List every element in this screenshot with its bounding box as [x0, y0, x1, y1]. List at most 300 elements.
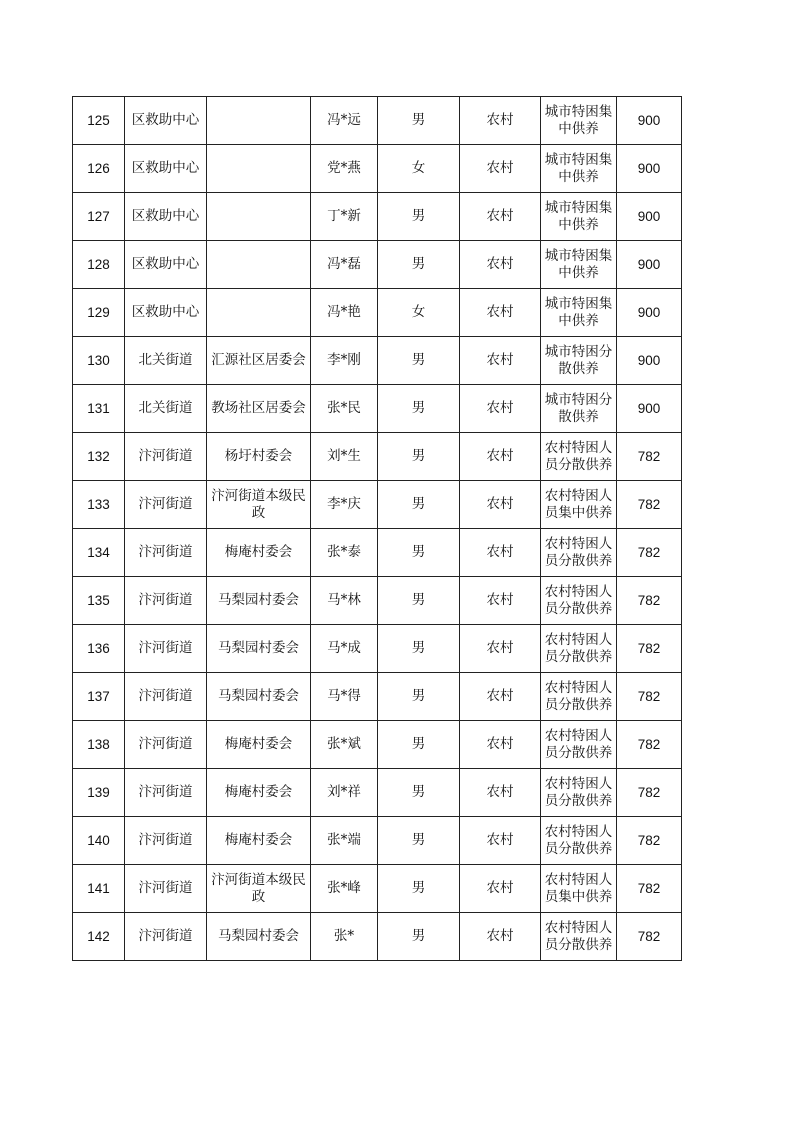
- community-cell: [207, 721, 311, 769]
- street-text: 北关街道: [138, 352, 193, 368]
- household-type-cell: [460, 97, 541, 145]
- gender-text: 男: [411, 928, 426, 944]
- row-number-cell: [73, 529, 125, 577]
- gender-text: 女: [411, 304, 426, 320]
- gender-text: 男: [411, 256, 426, 272]
- table-row: [73, 433, 682, 481]
- support-category-cell: [541, 337, 617, 385]
- gender-cell: [378, 673, 460, 721]
- household-type-text: 农村: [486, 592, 514, 608]
- row-number-text: 139: [87, 785, 110, 800]
- amount-text: 782: [637, 881, 661, 896]
- row-number-text: 130: [87, 353, 110, 368]
- amount-cell: [617, 577, 682, 625]
- community-cell: [207, 433, 311, 481]
- household-type-text: 农村: [486, 544, 514, 560]
- name-cell: [311, 97, 378, 145]
- gender-text: 男: [411, 400, 426, 416]
- row-number-cell: [73, 241, 125, 289]
- street-text: 汴河街道: [138, 928, 193, 944]
- support-category-cell: [541, 913, 617, 961]
- support-category-text: 农村特困人员分散供养: [544, 439, 613, 473]
- support-category-cell: [541, 817, 617, 865]
- row-number-cell: [73, 577, 125, 625]
- support-category-cell: [541, 97, 617, 145]
- community-text: 梅庵村委会: [224, 736, 293, 752]
- street-cell: [125, 337, 207, 385]
- amount-cell: [617, 289, 682, 337]
- community-cell: [207, 673, 311, 721]
- household-type-text: 农村: [486, 448, 514, 464]
- support-category-cell: [541, 625, 617, 673]
- name-cell: [311, 721, 378, 769]
- support-category-cell: [541, 577, 617, 625]
- relief-recipients-table: [72, 96, 682, 961]
- household-type-text: 农村: [486, 496, 514, 512]
- gender-cell: [378, 577, 460, 625]
- support-category-cell: [541, 529, 617, 577]
- support-category-cell: [541, 673, 617, 721]
- household-type-text: 农村: [486, 352, 514, 368]
- name-cell: [311, 481, 378, 529]
- support-category-text: 农村特困人员分散供养: [544, 535, 613, 569]
- row-number-text: 131: [87, 401, 110, 416]
- community-text: 马梨园村委会: [218, 688, 299, 704]
- gender-cell: [378, 337, 460, 385]
- table-row: [73, 769, 682, 817]
- name-text: 丁*新: [327, 208, 361, 224]
- row-number-cell: [73, 625, 125, 673]
- amount-cell: [617, 529, 682, 577]
- table-row: [73, 721, 682, 769]
- name-text: 冯*磊: [327, 256, 361, 272]
- household-type-cell: [460, 481, 541, 529]
- street-cell: [125, 193, 207, 241]
- street-cell: [125, 97, 207, 145]
- table-row: [73, 97, 682, 145]
- row-number-text: 127: [87, 209, 110, 224]
- support-category-text: 城市特困集中供养: [544, 247, 613, 281]
- amount-text: 782: [637, 449, 661, 464]
- community-cell: [207, 145, 311, 193]
- table-row: [73, 577, 682, 625]
- gender-text: 男: [411, 784, 426, 800]
- row-number-cell: [73, 865, 125, 913]
- row-number-cell: [73, 289, 125, 337]
- household-type-cell: [460, 145, 541, 193]
- row-number-cell: [73, 721, 125, 769]
- amount-text: 900: [637, 305, 661, 320]
- street-cell: [125, 913, 207, 961]
- street-cell: [125, 145, 207, 193]
- support-category-text: 农村特困人员集中供养: [544, 871, 613, 905]
- community-text: 梅庵村委会: [224, 832, 293, 848]
- support-category-text: 农村特困人员分散供养: [544, 823, 613, 857]
- row-number-text: 135: [87, 593, 110, 608]
- community-cell: [207, 241, 311, 289]
- household-type-text: 农村: [486, 160, 514, 176]
- name-text: 张*: [333, 928, 355, 944]
- row-number-cell: [73, 193, 125, 241]
- street-text: 区救助中心: [131, 304, 200, 320]
- table-row: [73, 817, 682, 865]
- name-text: 刘*生: [327, 448, 361, 464]
- name-text: 马*成: [327, 640, 361, 656]
- community-cell: [207, 481, 311, 529]
- household-type-cell: [460, 577, 541, 625]
- household-type-cell: [460, 769, 541, 817]
- amount-text: 900: [637, 401, 661, 416]
- gender-cell: [378, 529, 460, 577]
- community-cell: [207, 865, 311, 913]
- gender-cell: [378, 913, 460, 961]
- household-type-cell: [460, 433, 541, 481]
- support-category-cell: [541, 433, 617, 481]
- street-cell: [125, 817, 207, 865]
- amount-cell: [617, 145, 682, 193]
- gender-text: 男: [411, 880, 426, 896]
- household-type-cell: [460, 625, 541, 673]
- support-category-text: 城市特困集中供养: [544, 103, 613, 137]
- support-category-cell: [541, 865, 617, 913]
- row-number-cell: [73, 481, 125, 529]
- name-text: 马*林: [327, 592, 361, 608]
- amount-text: 900: [637, 257, 661, 272]
- amount-text: 782: [637, 641, 661, 656]
- name-cell: [311, 289, 378, 337]
- street-text: 区救助中心: [131, 160, 200, 176]
- name-cell: [311, 529, 378, 577]
- amount-cell: [617, 865, 682, 913]
- support-category-text: 农村特困人员分散供养: [544, 679, 613, 713]
- street-text: 汴河街道: [138, 448, 193, 464]
- gender-text: 男: [411, 352, 426, 368]
- street-cell: [125, 433, 207, 481]
- street-text: 区救助中心: [131, 208, 200, 224]
- support-category-text: 农村特困人员分散供养: [544, 775, 613, 809]
- gender-cell: [378, 241, 460, 289]
- gender-cell: [378, 865, 460, 913]
- community-text: 教场社区居委会: [211, 400, 306, 416]
- row-number-cell: [73, 769, 125, 817]
- community-cell: [207, 577, 311, 625]
- gender-text: 男: [411, 496, 426, 512]
- amount-text: 900: [637, 209, 661, 224]
- row-number-text: 132: [87, 449, 110, 464]
- row-number-text: 125: [87, 113, 110, 128]
- row-number-text: 142: [87, 929, 110, 944]
- street-text: 汴河街道: [138, 880, 193, 896]
- amount-text: 782: [637, 497, 661, 512]
- amount-cell: [617, 481, 682, 529]
- amount-text: 900: [637, 353, 661, 368]
- amount-text: 782: [637, 785, 661, 800]
- amount-cell: [617, 625, 682, 673]
- community-cell: [207, 385, 311, 433]
- household-type-text: 农村: [486, 736, 514, 752]
- support-category-cell: [541, 721, 617, 769]
- amount-text: 782: [637, 593, 661, 608]
- amount-cell: [617, 721, 682, 769]
- table-row: [73, 913, 682, 961]
- household-type-cell: [460, 193, 541, 241]
- support-category-text: 农村特困人员分散供养: [544, 727, 613, 761]
- name-cell: [311, 241, 378, 289]
- table-row: [73, 673, 682, 721]
- support-category-text: 农村特困人员分散供养: [544, 919, 613, 953]
- street-text: 汴河街道: [138, 496, 193, 512]
- gender-cell: [378, 289, 460, 337]
- household-type-text: 农村: [486, 304, 514, 320]
- row-number-cell: [73, 97, 125, 145]
- name-text: 刘*祥: [327, 784, 361, 800]
- gender-cell: [378, 817, 460, 865]
- row-number-cell: [73, 817, 125, 865]
- community-cell: [207, 625, 311, 673]
- amount-cell: [617, 433, 682, 481]
- household-type-text: 农村: [486, 640, 514, 656]
- name-text: 张*斌: [327, 736, 361, 752]
- amount-cell: [617, 817, 682, 865]
- row-number-text: 128: [87, 257, 110, 272]
- household-type-text: 农村: [486, 256, 514, 272]
- street-text: 区救助中心: [131, 256, 200, 272]
- gender-text: 男: [411, 208, 426, 224]
- amount-text: 900: [637, 161, 661, 176]
- name-cell: [311, 577, 378, 625]
- household-type-text: 农村: [486, 928, 514, 944]
- name-cell: [311, 625, 378, 673]
- street-text: 汴河街道: [138, 640, 193, 656]
- gender-cell: [378, 385, 460, 433]
- community-cell: [207, 337, 311, 385]
- amount-cell: [617, 769, 682, 817]
- street-text: 汴河街道: [138, 832, 193, 848]
- gender-cell: [378, 721, 460, 769]
- household-type-cell: [460, 913, 541, 961]
- gender-cell: [378, 481, 460, 529]
- name-text: 张*泰: [327, 544, 361, 560]
- amount-text: 782: [637, 833, 661, 848]
- support-category-cell: [541, 193, 617, 241]
- name-cell: [311, 865, 378, 913]
- row-number-cell: [73, 913, 125, 961]
- gender-text: 男: [411, 448, 426, 464]
- name-text: 冯*艳: [327, 304, 361, 320]
- row-number-text: 129: [87, 305, 110, 320]
- community-cell: [207, 529, 311, 577]
- street-cell: [125, 529, 207, 577]
- community-cell: [207, 913, 311, 961]
- community-text: 汴河街道本级民政: [211, 871, 306, 905]
- street-text: 北关街道: [138, 400, 193, 416]
- gender-cell: [378, 97, 460, 145]
- support-category-text: 城市特困分散供养: [544, 391, 613, 425]
- gender-text: 女: [411, 160, 426, 176]
- household-type-cell: [460, 529, 541, 577]
- street-text: 汴河街道: [138, 592, 193, 608]
- name-cell: [311, 145, 378, 193]
- row-number-text: 141: [87, 881, 110, 896]
- table-row: [73, 529, 682, 577]
- support-category-text: 农村特困人员分散供养: [544, 631, 613, 665]
- household-type-cell: [460, 865, 541, 913]
- name-cell: [311, 817, 378, 865]
- support-category-cell: [541, 241, 617, 289]
- support-category-cell: [541, 145, 617, 193]
- name-cell: [311, 769, 378, 817]
- table-row: [73, 289, 682, 337]
- community-cell: [207, 97, 311, 145]
- community-cell: [207, 193, 311, 241]
- name-text: 张*端: [327, 832, 361, 848]
- amount-cell: [617, 241, 682, 289]
- street-text: 汴河街道: [138, 544, 193, 560]
- community-text: 马梨园村委会: [218, 592, 299, 608]
- street-cell: [125, 577, 207, 625]
- name-cell: [311, 385, 378, 433]
- street-cell: [125, 625, 207, 673]
- support-category-cell: [541, 481, 617, 529]
- amount-cell: [617, 337, 682, 385]
- household-type-text: 农村: [486, 784, 514, 800]
- gender-text: 男: [411, 832, 426, 848]
- street-cell: [125, 385, 207, 433]
- gender-cell: [378, 625, 460, 673]
- support-category-text: 城市特困集中供养: [544, 295, 613, 329]
- community-cell: [207, 289, 311, 337]
- household-type-text: 农村: [486, 880, 514, 896]
- table-body: [73, 97, 682, 961]
- gender-text: 男: [411, 688, 426, 704]
- household-type-cell: [460, 289, 541, 337]
- amount-text: 782: [637, 737, 661, 752]
- community-text: 梅庵村委会: [224, 544, 293, 560]
- row-number-text: 134: [87, 545, 110, 560]
- table-row: [73, 241, 682, 289]
- gender-text: 男: [411, 112, 426, 128]
- gender-text: 男: [411, 592, 426, 608]
- support-category-text: 城市特困集中供养: [544, 199, 613, 233]
- street-text: 汴河街道: [138, 736, 193, 752]
- street-cell: [125, 769, 207, 817]
- amount-text: 782: [637, 929, 661, 944]
- name-text: 马*得: [327, 688, 361, 704]
- household-type-cell: [460, 337, 541, 385]
- name-text: 张*民: [327, 400, 361, 416]
- support-category-text: 城市特困集中供养: [544, 151, 613, 185]
- name-cell: [311, 913, 378, 961]
- row-number-cell: [73, 385, 125, 433]
- row-number-text: 133: [87, 497, 110, 512]
- row-number-cell: [73, 337, 125, 385]
- row-number-cell: [73, 673, 125, 721]
- support-category-text: 农村特困人员集中供养: [544, 487, 613, 521]
- row-number-text: 138: [87, 737, 110, 752]
- gender-cell: [378, 769, 460, 817]
- table-row: [73, 481, 682, 529]
- street-cell: [125, 289, 207, 337]
- household-type-cell: [460, 817, 541, 865]
- street-cell: [125, 865, 207, 913]
- table-row: [73, 337, 682, 385]
- street-text: 区救助中心: [131, 112, 200, 128]
- amount-text: 782: [637, 689, 661, 704]
- name-text: 李*庆: [327, 496, 361, 512]
- amount-cell: [617, 193, 682, 241]
- street-cell: [125, 721, 207, 769]
- support-category-cell: [541, 289, 617, 337]
- community-cell: [207, 817, 311, 865]
- community-cell: [207, 769, 311, 817]
- name-cell: [311, 673, 378, 721]
- amount-text: 900: [637, 113, 661, 128]
- gender-cell: [378, 193, 460, 241]
- community-text: 马梨园村委会: [218, 928, 299, 944]
- table-row: [73, 145, 682, 193]
- gender-text: 男: [411, 640, 426, 656]
- street-cell: [125, 241, 207, 289]
- row-number-cell: [73, 145, 125, 193]
- table-row: [73, 193, 682, 241]
- household-type-cell: [460, 673, 541, 721]
- row-number-cell: [73, 433, 125, 481]
- name-text: 张*峰: [327, 880, 361, 896]
- support-category-cell: [541, 385, 617, 433]
- table-row: [73, 865, 682, 913]
- row-number-text: 126: [87, 161, 110, 176]
- household-type-text: 农村: [486, 400, 514, 416]
- table-row: [73, 385, 682, 433]
- household-type-cell: [460, 385, 541, 433]
- amount-cell: [617, 385, 682, 433]
- amount-cell: [617, 673, 682, 721]
- gender-text: 男: [411, 736, 426, 752]
- table-row: [73, 625, 682, 673]
- gender-cell: [378, 145, 460, 193]
- community-text: 汇源社区居委会: [211, 352, 306, 368]
- amount-cell: [617, 97, 682, 145]
- row-number-text: 136: [87, 641, 110, 656]
- amount-text: 782: [637, 545, 661, 560]
- gender-cell: [378, 433, 460, 481]
- household-type-cell: [460, 721, 541, 769]
- row-number-text: 137: [87, 689, 110, 704]
- name-text: 李*刚: [327, 352, 361, 368]
- name-cell: [311, 433, 378, 481]
- community-text: 汴河街道本级民政: [211, 487, 306, 521]
- community-text: 梅庵村委会: [224, 784, 293, 800]
- street-cell: [125, 481, 207, 529]
- community-text: 杨圩村委会: [224, 448, 293, 464]
- name-cell: [311, 193, 378, 241]
- street-cell: [125, 673, 207, 721]
- name-text: 党*燕: [327, 160, 361, 176]
- row-number-text: 140: [87, 833, 110, 848]
- street-text: 汴河街道: [138, 784, 193, 800]
- gender-text: 男: [411, 544, 426, 560]
- household-type-text: 农村: [486, 112, 514, 128]
- household-type-text: 农村: [486, 688, 514, 704]
- support-category-cell: [541, 769, 617, 817]
- household-type-text: 农村: [486, 208, 514, 224]
- name-text: 冯*远: [327, 112, 361, 128]
- street-text: 汴河街道: [138, 688, 193, 704]
- amount-cell: [617, 913, 682, 961]
- support-category-text: 城市特困分散供养: [544, 343, 613, 377]
- support-category-text: 农村特困人员分散供养: [544, 583, 613, 617]
- household-type-text: 农村: [486, 832, 514, 848]
